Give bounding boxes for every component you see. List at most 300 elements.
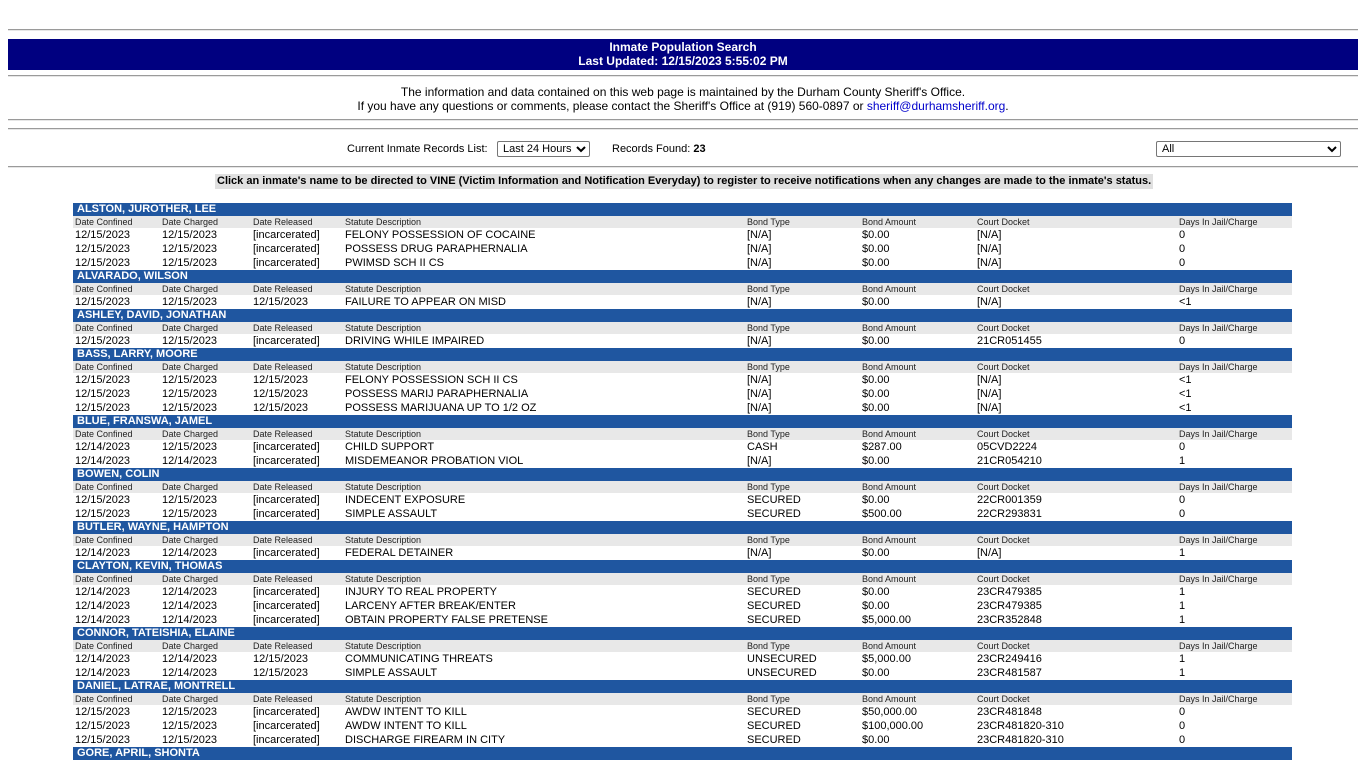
column-header-statute-description: Statute Description bbox=[345, 641, 422, 651]
cell-bond-amount: $0.00 bbox=[862, 388, 890, 400]
cell-court-docket: [N/A] bbox=[977, 374, 1002, 386]
cell-bond-type: SECURED bbox=[747, 494, 801, 506]
cell-statute-description: FELONY POSSESSION OF COCAINE bbox=[345, 229, 536, 241]
cell-date-charged: 12/15/2023 bbox=[162, 257, 218, 269]
cell-bond-amount: $0.00 bbox=[862, 257, 890, 269]
inmate-name-link[interactable]: ASHLEY, DAVID, JONATHAN bbox=[73, 309, 1292, 322]
cell-date-confined: 12/15/2023 bbox=[75, 508, 131, 520]
charge-row bbox=[73, 705, 1292, 719]
column-header-bond-type: Bond Type bbox=[747, 574, 790, 584]
column-header-statute-description: Statute Description bbox=[345, 482, 422, 492]
cell-date-charged: 12/14/2023 bbox=[162, 653, 218, 665]
column-header-court-docket: Court Docket bbox=[977, 535, 1030, 545]
cell-statute-description: FELONY POSSESSION SCH II CS bbox=[345, 374, 518, 386]
cell-bond-amount: $0.00 bbox=[862, 547, 890, 559]
inmate-name-link[interactable]: BUTLER, WAYNE, HAMPTON bbox=[73, 521, 1292, 534]
cell-bond-amount: $50,000.00 bbox=[862, 706, 918, 718]
cell-date-charged: 12/15/2023 bbox=[162, 402, 218, 414]
cell-court-docket: [N/A] bbox=[977, 229, 1002, 241]
cell-days-in-jail: 0 bbox=[1179, 441, 1186, 453]
cell-bond-type: [N/A] bbox=[747, 388, 772, 400]
inmate-records bbox=[73, 203, 1292, 760]
column-header-bond-type: Bond Type bbox=[747, 362, 790, 372]
email-link[interactable]: sheriff@durhamsheriff.org bbox=[866, 99, 1006, 113]
cell-bond-amount: $0.00 bbox=[862, 586, 890, 598]
column-header-bond-amount: Bond Amount bbox=[862, 429, 917, 439]
page-title: Inmate Population Search bbox=[609, 40, 757, 54]
charge-row bbox=[73, 599, 1292, 613]
column-header-date-confined: Date Confined bbox=[75, 284, 133, 294]
cell-date-confined: 12/14/2023 bbox=[75, 667, 131, 679]
cell-court-docket: 21CR051455 bbox=[977, 335, 1042, 347]
cell-statute-description: POSSESS MARIJ PARAPHERNALIA bbox=[345, 388, 529, 400]
column-header-days-in-jail: Days In Jail/Charge bbox=[1179, 362, 1258, 372]
cell-court-docket: [N/A] bbox=[977, 243, 1002, 255]
column-header-bond-amount: Bond Amount bbox=[862, 535, 917, 545]
cell-date-charged: 12/14/2023 bbox=[162, 667, 218, 679]
cell-days-in-jail: 1 bbox=[1179, 653, 1186, 665]
records-found-count: 23 bbox=[693, 143, 706, 155]
cell-court-docket: 23CR479385 bbox=[977, 600, 1042, 612]
charge-row bbox=[73, 613, 1292, 627]
column-header-date-released: Date Released bbox=[253, 323, 313, 333]
cell-date-confined: 12/15/2023 bbox=[75, 243, 131, 255]
column-header-statute-description: Statute Description bbox=[345, 535, 422, 545]
cell-days-in-jail: 0 bbox=[1179, 494, 1186, 506]
cell-date-confined: 12/15/2023 bbox=[75, 229, 131, 241]
column-header-date-charged: Date Charged bbox=[162, 535, 219, 545]
cell-date-released: [incarcerated] bbox=[253, 547, 320, 559]
column-header-date-released: Date Released bbox=[253, 574, 313, 584]
column-header-court-docket: Court Docket bbox=[977, 641, 1030, 651]
cell-statute-description: POSSESS MARIJUANA UP TO 1/2 OZ bbox=[345, 402, 537, 414]
cell-days-in-jail: 0 bbox=[1179, 720, 1186, 732]
cell-date-released: 12/15/2023 bbox=[253, 402, 309, 414]
column-header-date-charged: Date Charged bbox=[162, 284, 219, 294]
charge-row bbox=[73, 666, 1292, 680]
column-header-date-confined: Date Confined bbox=[75, 535, 133, 545]
column-header-date-released: Date Released bbox=[253, 535, 313, 545]
cell-date-charged: 12/15/2023 bbox=[162, 508, 218, 520]
cell-statute-description: AWDW INTENT TO KILL bbox=[345, 720, 467, 732]
cell-bond-type: SECURED bbox=[747, 508, 801, 520]
cell-date-charged: 12/15/2023 bbox=[162, 441, 218, 453]
column-header-days-in-jail: Days In Jail/Charge bbox=[1179, 535, 1258, 545]
cell-date-released: 12/15/2023 bbox=[253, 388, 309, 400]
cell-date-released: [incarcerated] bbox=[253, 494, 320, 506]
column-header-date-released: Date Released bbox=[253, 217, 313, 227]
cell-date-confined: 12/15/2023 bbox=[75, 720, 131, 732]
cell-date-released: 12/15/2023 bbox=[253, 296, 309, 308]
column-header-bond-type: Bond Type bbox=[747, 429, 790, 439]
cell-days-in-jail: 0 bbox=[1179, 229, 1186, 241]
cell-bond-type: SECURED bbox=[747, 586, 801, 598]
cell-date-confined: 12/14/2023 bbox=[75, 653, 131, 665]
column-header-row bbox=[73, 693, 1292, 705]
column-header-date-confined: Date Confined bbox=[75, 429, 133, 439]
header-banner bbox=[8, 39, 1358, 70]
cell-bond-type: [N/A] bbox=[747, 229, 772, 241]
column-header-bond-amount: Bond Amount bbox=[862, 574, 917, 584]
column-header-date-charged: Date Charged bbox=[162, 217, 219, 227]
column-header-date-released: Date Released bbox=[253, 694, 313, 704]
inmate-name-link[interactable]: ALVARADO, WILSON bbox=[73, 270, 1292, 283]
column-header-date-confined: Date Confined bbox=[75, 482, 133, 492]
column-header-date-confined: Date Confined bbox=[75, 362, 133, 372]
column-header-days-in-jail: Days In Jail/Charge bbox=[1179, 429, 1258, 439]
cell-bond-type: CASH bbox=[747, 441, 778, 453]
column-header-court-docket: Court Docket bbox=[977, 574, 1030, 584]
cell-date-charged: 12/15/2023 bbox=[162, 296, 218, 308]
cell-days-in-jail: <1 bbox=[1179, 374, 1192, 386]
cell-days-in-jail: 0 bbox=[1179, 508, 1186, 520]
cell-statute-description: AWDW INTENT TO KILL bbox=[345, 706, 467, 718]
column-header-row bbox=[73, 361, 1292, 373]
cell-court-docket: 22CR001359 bbox=[977, 494, 1042, 506]
cell-bond-type: [N/A] bbox=[747, 402, 772, 414]
inmate-name-link[interactable]: CONNOR, TATEISHIA, ELAINE bbox=[73, 627, 1292, 640]
info-rule-2 bbox=[8, 128, 1358, 130]
column-header-date-released: Date Released bbox=[253, 429, 313, 439]
column-header-row bbox=[73, 640, 1292, 652]
column-header-row bbox=[73, 283, 1292, 295]
inmate-name-link[interactable]: ALSTON, JUROTHER, LEE bbox=[73, 203, 1292, 216]
cell-date-released: [incarcerated] bbox=[253, 614, 320, 626]
cell-bond-type: [N/A] bbox=[747, 243, 772, 255]
cell-date-charged: 12/14/2023 bbox=[162, 547, 218, 559]
column-header-statute-description: Statute Description bbox=[345, 284, 422, 294]
cell-days-in-jail: <1 bbox=[1179, 296, 1192, 308]
charge-row bbox=[73, 401, 1292, 415]
column-header-row bbox=[73, 428, 1292, 440]
cell-days-in-jail: 1 bbox=[1179, 455, 1186, 467]
cell-date-confined: 12/15/2023 bbox=[75, 296, 131, 308]
cell-date-released: [incarcerated] bbox=[253, 706, 320, 718]
cell-date-charged: 12/15/2023 bbox=[162, 243, 218, 255]
cell-date-confined: 12/14/2023 bbox=[75, 600, 131, 612]
cell-date-released: 12/15/2023 bbox=[253, 374, 309, 386]
charge-row bbox=[73, 507, 1292, 521]
column-header-date-confined: Date Confined bbox=[75, 323, 133, 333]
column-header-days-in-jail: Days In Jail/Charge bbox=[1179, 574, 1258, 584]
column-header-date-charged: Date Charged bbox=[162, 429, 219, 439]
cell-date-confined: 12/15/2023 bbox=[75, 374, 131, 386]
cell-bond-type: [N/A] bbox=[747, 335, 772, 347]
info-line-2-end: . bbox=[1005, 99, 1009, 113]
cell-days-in-jail: 0 bbox=[1179, 734, 1186, 746]
cell-bond-type: [N/A] bbox=[747, 547, 772, 559]
column-header-statute-description: Statute Description bbox=[345, 574, 422, 584]
cell-date-released: [incarcerated] bbox=[253, 441, 320, 453]
column-header-date-confined: Date Confined bbox=[75, 574, 133, 584]
cell-days-in-jail: 0 bbox=[1179, 243, 1186, 255]
cell-date-charged: 12/15/2023 bbox=[162, 374, 218, 386]
column-header-date-confined: Date Confined bbox=[75, 694, 133, 704]
column-header-row bbox=[73, 573, 1292, 585]
controls-bar bbox=[8, 141, 1358, 159]
column-header-bond-type: Bond Type bbox=[747, 217, 790, 227]
cell-bond-type: SECURED bbox=[747, 600, 801, 612]
info-line-2 bbox=[8, 99, 1358, 113]
cell-days-in-jail: 1 bbox=[1179, 667, 1186, 679]
cell-statute-description: DRIVING WHILE IMPAIRED bbox=[345, 335, 485, 347]
column-header-statute-description: Statute Description bbox=[345, 429, 422, 439]
column-header-bond-amount: Bond Amount bbox=[862, 284, 917, 294]
charge-row bbox=[73, 373, 1292, 387]
column-header-date-confined: Date Confined bbox=[75, 217, 133, 227]
column-header-bond-amount: Bond Amount bbox=[862, 217, 917, 227]
info-line-1: The information and data contained on this web page is maintained by the Durham County Sheriff's Office. bbox=[400, 85, 966, 99]
cell-date-released: [incarcerated] bbox=[253, 720, 320, 732]
cell-date-charged: 12/15/2023 bbox=[162, 734, 218, 746]
cell-bond-amount: $0.00 bbox=[862, 296, 890, 308]
column-header-row bbox=[73, 534, 1292, 546]
cell-bond-amount: $0.00 bbox=[862, 455, 890, 467]
column-header-bond-amount: Bond Amount bbox=[862, 641, 917, 651]
cell-court-docket: [N/A] bbox=[977, 296, 1002, 308]
cell-date-confined: 12/14/2023 bbox=[75, 547, 131, 559]
column-header-bond-type: Bond Type bbox=[747, 535, 790, 545]
cell-date-released: [incarcerated] bbox=[253, 734, 320, 746]
cell-date-charged: 12/15/2023 bbox=[162, 494, 218, 506]
cell-date-released: [incarcerated] bbox=[253, 455, 320, 467]
inmate-name-link[interactable]: BLUE, FRANSWA, JAMEL bbox=[73, 415, 1292, 428]
cell-date-released: [incarcerated] bbox=[253, 335, 320, 347]
column-header-date-charged: Date Charged bbox=[162, 694, 219, 704]
cell-date-charged: 12/15/2023 bbox=[162, 335, 218, 347]
cell-bond-amount: $0.00 bbox=[862, 229, 890, 241]
cell-court-docket: 23CR481587 bbox=[977, 667, 1042, 679]
cell-date-released: 12/15/2023 bbox=[253, 667, 309, 679]
cell-statute-description: SIMPLE ASSAULT bbox=[345, 667, 438, 679]
cell-court-docket: 23CR479385 bbox=[977, 586, 1042, 598]
charge-row bbox=[73, 454, 1292, 468]
column-header-row bbox=[73, 481, 1292, 493]
cell-bond-amount: $0.00 bbox=[862, 494, 890, 506]
cell-statute-description: DISCHARGE FIREARM IN CITY bbox=[345, 734, 506, 746]
column-header-court-docket: Court Docket bbox=[977, 694, 1030, 704]
records-list-label: Current Inmate Records List: bbox=[347, 143, 488, 155]
cell-date-confined: 12/14/2023 bbox=[75, 614, 131, 626]
cell-bond-type: SECURED bbox=[747, 706, 801, 718]
charge-row bbox=[73, 295, 1292, 309]
last-updated: Last Updated: 12/15/2023 5:55:02 PM bbox=[578, 54, 788, 68]
column-header-bond-amount: Bond Amount bbox=[862, 323, 917, 333]
cell-days-in-jail: <1 bbox=[1179, 388, 1192, 400]
cell-date-confined: 12/14/2023 bbox=[75, 455, 131, 467]
cell-court-docket: 21CR054210 bbox=[977, 455, 1042, 467]
controls-rule bbox=[8, 166, 1358, 168]
column-header-date-released: Date Released bbox=[253, 482, 313, 492]
charge-row bbox=[73, 387, 1292, 401]
cell-bond-amount: $500.00 bbox=[862, 508, 902, 520]
cell-court-docket: 22CR293831 bbox=[977, 508, 1042, 520]
cell-bond-type: UNSECURED bbox=[747, 653, 817, 665]
charge-row bbox=[73, 719, 1292, 733]
cell-date-charged: 12/15/2023 bbox=[162, 388, 218, 400]
top-rule bbox=[8, 29, 1358, 31]
column-header-days-in-jail: Days In Jail/Charge bbox=[1179, 482, 1258, 492]
cell-date-charged: 12/14/2023 bbox=[162, 455, 218, 467]
cell-court-docket: 23CR481820-310 bbox=[977, 734, 1064, 746]
column-header-date-charged: Date Charged bbox=[162, 641, 219, 651]
cell-days-in-jail: 0 bbox=[1179, 257, 1186, 269]
cell-court-docket: [N/A] bbox=[977, 547, 1002, 559]
column-header-days-in-jail: Days In Jail/Charge bbox=[1179, 641, 1258, 651]
cell-bond-amount: $5,000.00 bbox=[862, 653, 911, 665]
cell-days-in-jail: 1 bbox=[1179, 614, 1186, 626]
cell-bond-amount: $0.00 bbox=[862, 243, 890, 255]
charge-row bbox=[73, 652, 1292, 666]
cell-statute-description: LARCENY AFTER BREAK/ENTER bbox=[345, 600, 516, 612]
cell-statute-description: PWIMSD SCH II CS bbox=[345, 257, 445, 269]
records-found bbox=[612, 143, 706, 155]
cell-date-confined: 12/15/2023 bbox=[75, 402, 131, 414]
inmate-name-link[interactable]: GORE, APRIL, SHONTA bbox=[73, 747, 1292, 760]
cell-bond-type: SECURED bbox=[747, 734, 801, 746]
cell-court-docket: [N/A] bbox=[977, 257, 1002, 269]
cell-days-in-jail: 1 bbox=[1179, 600, 1186, 612]
column-header-bond-amount: Bond Amount bbox=[862, 482, 917, 492]
cell-bond-type: [N/A] bbox=[747, 455, 772, 467]
column-header-bond-type: Bond Type bbox=[747, 284, 790, 294]
column-header-date-charged: Date Charged bbox=[162, 323, 219, 333]
cell-bond-amount: $0.00 bbox=[862, 374, 890, 386]
charge-row bbox=[73, 228, 1292, 242]
column-header-date-charged: Date Charged bbox=[162, 362, 219, 372]
cell-court-docket: 23CR249416 bbox=[977, 653, 1042, 665]
cell-bond-amount: $5,000.00 bbox=[862, 614, 911, 626]
cell-statute-description: SIMPLE ASSAULT bbox=[345, 508, 438, 520]
cell-bond-amount: $0.00 bbox=[862, 667, 890, 679]
cell-date-charged: 12/15/2023 bbox=[162, 720, 218, 732]
cell-bond-type: SECURED bbox=[747, 614, 801, 626]
cell-date-confined: 12/15/2023 bbox=[75, 706, 131, 718]
cell-statute-description: INDECENT EXPOSURE bbox=[345, 494, 466, 506]
info-text bbox=[8, 85, 1358, 113]
cell-days-in-jail: 0 bbox=[1179, 706, 1186, 718]
inmate-name-link[interactable]: BOWEN, COLIN bbox=[73, 468, 1292, 481]
info-line-2-text: If you have any questions or comments, please contact the Sheriff's Office at (919) 560-0897 or bbox=[357, 99, 867, 113]
column-header-statute-description: Statute Description bbox=[345, 694, 422, 704]
charge-row bbox=[73, 440, 1292, 454]
column-header-court-docket: Court Docket bbox=[977, 217, 1030, 227]
cell-statute-description: COMMUNICATING THREATS bbox=[345, 653, 493, 665]
vine-notice: Click an inmate's name to be directed to VINE (Victim Information and Notification Everyday) to register to receive notifications when any changes are made to the inmate's status. bbox=[217, 175, 1152, 187]
column-header-date-released: Date Released bbox=[253, 284, 313, 294]
charge-row bbox=[73, 334, 1292, 348]
column-header-statute-description: Statute Description bbox=[345, 362, 422, 372]
cell-date-confined: 12/14/2023 bbox=[75, 441, 131, 453]
cell-days-in-jail: 0 bbox=[1179, 335, 1186, 347]
column-header-date-confined: Date Confined bbox=[75, 641, 133, 651]
cell-bond-type: [N/A] bbox=[747, 257, 772, 269]
cell-bond-amount: $100,000.00 bbox=[862, 720, 924, 732]
cell-bond-amount: $0.00 bbox=[862, 402, 890, 414]
cell-date-released: [incarcerated] bbox=[253, 600, 320, 612]
records-list-select[interactable] bbox=[497, 141, 590, 157]
charge-row bbox=[73, 493, 1292, 507]
column-header-days-in-jail: Days In Jail/Charge bbox=[1179, 284, 1258, 294]
inmate-name-link[interactable]: CLAYTON, KEVIN, THOMAS bbox=[73, 560, 1292, 573]
cell-bond-type: UNSECURED bbox=[747, 667, 817, 679]
cell-date-confined: 12/15/2023 bbox=[75, 335, 131, 347]
cell-court-docket: 23CR352848 bbox=[977, 614, 1042, 626]
cell-date-charged: 12/15/2023 bbox=[162, 706, 218, 718]
column-header-court-docket: Court Docket bbox=[977, 482, 1030, 492]
cell-date-released: 12/15/2023 bbox=[253, 653, 309, 665]
column-header-bond-type: Bond Type bbox=[747, 323, 790, 333]
filter-select[interactable] bbox=[1156, 141, 1341, 157]
column-header-bond-type: Bond Type bbox=[747, 641, 790, 651]
cell-bond-type: SECURED bbox=[747, 720, 801, 732]
cell-date-charged: 12/14/2023 bbox=[162, 614, 218, 626]
cell-days-in-jail: 1 bbox=[1179, 586, 1186, 598]
charge-row bbox=[73, 585, 1292, 599]
cell-date-released: [incarcerated] bbox=[253, 257, 320, 269]
charge-row bbox=[73, 733, 1292, 747]
cell-court-docket: 05CVD2224 bbox=[977, 441, 1037, 453]
info-rule-1 bbox=[8, 119, 1358, 121]
cell-date-confined: 12/14/2023 bbox=[75, 586, 131, 598]
cell-date-charged: 12/14/2023 bbox=[162, 600, 218, 612]
cell-bond-type: [N/A] bbox=[747, 374, 772, 386]
inmate-name-link[interactable]: BASS, LARRY, MOORE bbox=[73, 348, 1292, 361]
cell-date-released: [incarcerated] bbox=[253, 229, 320, 241]
cell-court-docket: 23CR481820-310 bbox=[977, 720, 1064, 732]
column-header-date-released: Date Released bbox=[253, 641, 313, 651]
column-header-court-docket: Court Docket bbox=[977, 429, 1030, 439]
cell-date-confined: 12/15/2023 bbox=[75, 388, 131, 400]
column-header-bond-amount: Bond Amount bbox=[862, 362, 917, 372]
records-found-label: Records Found: bbox=[612, 143, 691, 155]
cell-statute-description: POSSESS DRUG PARAPHERNALIA bbox=[345, 243, 528, 255]
cell-date-released: [incarcerated] bbox=[253, 586, 320, 598]
cell-statute-description: FAILURE TO APPEAR ON MISD bbox=[345, 296, 506, 308]
cell-days-in-jail: 1 bbox=[1179, 547, 1186, 559]
cell-statute-description: MISDEMEANOR PROBATION VIOL bbox=[345, 455, 524, 467]
cell-bond-amount: $0.00 bbox=[862, 600, 890, 612]
cell-court-docket: [N/A] bbox=[977, 402, 1002, 414]
banner-rule bbox=[8, 75, 1358, 77]
inmate-name-link[interactable]: DANIEL, LATRAE, MONTRELL bbox=[73, 680, 1292, 693]
cell-statute-description: CHILD SUPPORT bbox=[345, 441, 435, 453]
cell-date-confined: 12/15/2023 bbox=[75, 257, 131, 269]
column-header-court-docket: Court Docket bbox=[977, 362, 1030, 372]
column-header-court-docket: Court Docket bbox=[977, 323, 1030, 333]
cell-court-docket: [N/A] bbox=[977, 388, 1002, 400]
cell-date-confined: 12/15/2023 bbox=[75, 494, 131, 506]
column-header-statute-description: Statute Description bbox=[345, 217, 422, 227]
cell-date-charged: 12/14/2023 bbox=[162, 586, 218, 598]
cell-bond-amount: $0.00 bbox=[862, 734, 890, 746]
column-header-row bbox=[73, 216, 1292, 228]
column-header-date-charged: Date Charged bbox=[162, 482, 219, 492]
cell-statute-description: OBTAIN PROPERTY FALSE PRETENSE bbox=[345, 614, 548, 626]
column-header-days-in-jail: Days In Jail/Charge bbox=[1179, 217, 1258, 227]
column-header-bond-amount: Bond Amount bbox=[862, 694, 917, 704]
column-header-row bbox=[73, 322, 1292, 334]
cell-statute-description: INJURY TO REAL PROPERTY bbox=[345, 586, 498, 598]
column-header-court-docket: Court Docket bbox=[977, 284, 1030, 294]
cell-date-confined: 12/15/2023 bbox=[75, 734, 131, 746]
column-header-bond-type: Bond Type bbox=[747, 482, 790, 492]
cell-date-released: [incarcerated] bbox=[253, 243, 320, 255]
cell-bond-type: [N/A] bbox=[747, 296, 772, 308]
column-header-statute-description: Statute Description bbox=[345, 323, 422, 333]
cell-date-charged: 12/15/2023 bbox=[162, 229, 218, 241]
column-header-bond-type: Bond Type bbox=[747, 694, 790, 704]
